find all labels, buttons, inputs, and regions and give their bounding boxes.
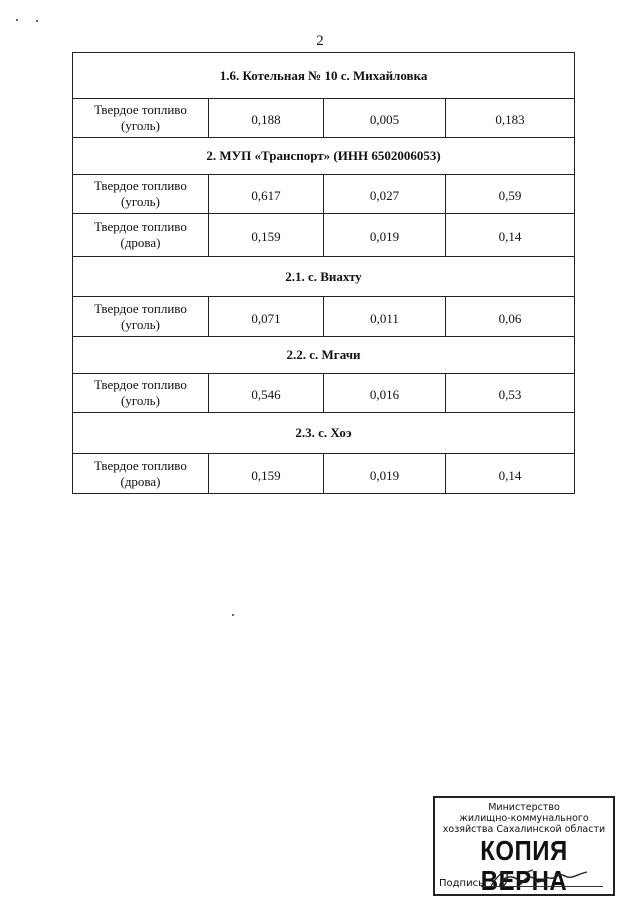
value-cell: 0,14: [446, 214, 575, 257]
value-cell: 0,59: [446, 175, 575, 214]
table-row: [73, 175, 575, 214]
section-heading: 2.2. с. Мгачи: [73, 337, 575, 374]
fuel-label: Твердое топливо (дрова): [73, 214, 209, 257]
scan-dot: [36, 20, 38, 22]
certified-copy-stamp: [433, 796, 615, 896]
stamp-title: КОПИЯ ВЕРНА: [480, 835, 568, 897]
value-cell: 0,14: [446, 454, 575, 494]
table-row: [73, 374, 575, 413]
section-heading: 1.6. Котельная № 10 с. Михайловка: [73, 53, 575, 99]
stamp-ministry-line: жилищно-коммунального: [459, 813, 589, 824]
value-cell: 0,188: [209, 99, 324, 138]
value-cell: 0,53: [446, 374, 575, 413]
value-cell: 0,159: [209, 214, 324, 257]
handwritten-signature: [487, 866, 597, 892]
fuel-label: Твердое топливо (дрова): [73, 454, 209, 494]
scan-dot: [16, 19, 18, 21]
fuel-label: Твердое топливо (уголь): [73, 175, 209, 214]
table-row: [73, 257, 575, 297]
table-row: [73, 214, 575, 257]
section-heading: 2. МУП «Транспорт» (ИНН 6502006053): [73, 138, 575, 175]
scan-dot: [232, 614, 234, 616]
section-heading: 2.1. с. Виахту: [73, 257, 575, 297]
value-cell: 0,617: [209, 175, 324, 214]
table-row: [73, 454, 575, 494]
value-cell: 0,071: [209, 297, 324, 337]
value-cell: 0,027: [324, 175, 446, 214]
value-cell: 0,546: [209, 374, 324, 413]
fuel-label: Твердое топливо (уголь): [73, 297, 209, 337]
value-cell: 0,011: [324, 297, 446, 337]
value-cell: 0,016: [324, 374, 446, 413]
table-row: [73, 297, 575, 337]
table-row: [73, 138, 575, 175]
value-cell: 0,06: [446, 297, 575, 337]
value-cell: 0,159: [209, 454, 324, 494]
fuel-label: Твердое топливо (уголь): [73, 374, 209, 413]
fuel-label: Твердое топливо (уголь): [73, 99, 209, 138]
value-cell: 0,019: [324, 454, 446, 494]
table-row: [73, 413, 575, 454]
value-cell: 0,019: [324, 214, 446, 257]
value-cell: 0,005: [324, 99, 446, 138]
page-number: 2: [316, 33, 324, 49]
table-row: [73, 53, 575, 99]
table-row: [73, 99, 575, 138]
stamp-signature-label: Подпись: [439, 878, 484, 889]
table-row: [73, 337, 575, 374]
stamp-ministry-line: Министерство: [488, 802, 560, 813]
section-heading: 2.3. с. Хоэ: [73, 413, 575, 454]
stamp-ministry-line: хозяйства Сахалинской области: [442, 824, 606, 835]
fuel-table: [72, 52, 575, 494]
value-cell: 0,183: [446, 99, 575, 138]
